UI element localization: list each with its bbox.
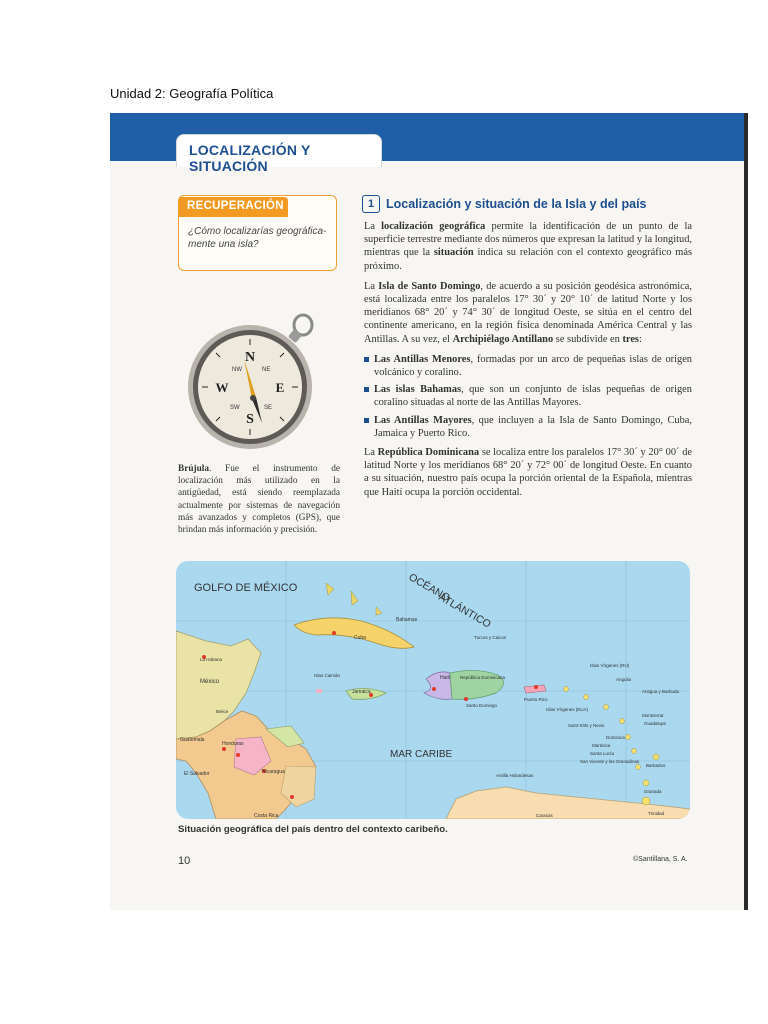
map-label-trinidad: Trinidad — [648, 811, 665, 816]
map-label-turcos: Turcos y Caicos — [474, 635, 507, 640]
text-run: se localiza entre los paralelos 17° 30´ y 20° 00´ de latitud Norte y los meridianos 68° 20´ y 72° 00´ de longitud Oeste. En cuanto a su situación, nuestro país ocupa la porción oriental de la Española, mientras que Haití ocupa la porción occidental. — [364, 447, 692, 498]
map-label-islas-virgenes-ru: Islas Vírgenes (RU) — [590, 663, 630, 668]
map-label-costa-rica: Costa Rica — [254, 813, 279, 819]
text-run: : — [638, 333, 642, 345]
map-label-jamaica: Jamaica — [352, 689, 371, 695]
map-label-cuba: Cuba — [354, 635, 366, 641]
text-run: , que incluyen a la Isla de Santo Domingo, Cuba, Jamaica y Puerto Rico. — [374, 414, 692, 439]
section-banner — [176, 134, 382, 174]
section-title: Localización y situación de la Isla y del país — [386, 197, 647, 211]
text-run: La — [364, 280, 379, 292]
compass-caption — [178, 463, 340, 536]
map-label-belice: Belice — [216, 709, 229, 714]
bold-term: República Dominicana — [377, 447, 480, 459]
map-label-guadalupe: Guadalupe — [644, 721, 667, 726]
svg-text:W: W — [215, 380, 229, 395]
text-run: , formadas por un arco de pequeñas islas de origen volcánico y coralino. — [374, 353, 692, 379]
antillas-list — [364, 353, 692, 440]
svg-text:NW: NW — [232, 367, 242, 373]
map-label-mar-caribe: MAR CARIBE — [390, 749, 453, 760]
recuperacion-label: RECUPERACIÓN — [187, 200, 284, 212]
svg-text:E: E — [275, 380, 285, 395]
map-label-bahamas: Bahamas — [396, 617, 418, 623]
map-label-atlantico: ATLÁNTICO — [436, 591, 493, 631]
bold-term: Las Antillas Menores — [374, 353, 471, 365]
caribbean-map — [176, 561, 690, 819]
map-label-montserrat: Montserrat — [642, 713, 664, 718]
compass-caption-text: . Fue el instrumento de localización más utilizado en la antigüedad, está siendo reemplazada actualmente por sistemas de navegación más avanzados y completos (GPS), que brindan más información y precisión. — [178, 464, 340, 536]
map-label-caiman: Islas Caimán — [314, 673, 341, 678]
svg-text:N: N — [244, 350, 256, 365]
svg-text:SW: SW — [230, 405, 240, 411]
text-run: La — [364, 447, 378, 459]
map-label-santo-domingo: Santo Domingo — [466, 703, 498, 708]
bold-term: Las islas Bahamas — [374, 384, 462, 396]
map-label-oceano: OCÉANO — [406, 571, 452, 605]
svg-text:SE: SE — [264, 405, 273, 411]
svg-text:S: S — [246, 412, 254, 427]
recuperacion-question: ¿Cómo localizarías geográfica-mente una isla? — [188, 226, 327, 250]
page-number: 10 — [178, 855, 191, 867]
text-run: permite la identificación de un punto de la superficie terrestre mediante dos números que expresan la latitud y la longitud, mientras que la — [364, 221, 693, 259]
text-run: , que son un conjunto de islas pequeñas de origen coralino situadas al norte de las Antillas Mayores. — [374, 384, 692, 409]
map-label-granada: Granada — [644, 789, 662, 794]
paragraph-republica — [364, 446, 692, 499]
map-label-dominica: Dominica — [606, 735, 625, 740]
bold-term: situación — [433, 247, 474, 259]
map-label-nicaragua: Nicaragua — [262, 769, 285, 775]
recuperacion-label-box — [178, 197, 288, 217]
map-label-barbados: Barbados — [646, 763, 666, 768]
paragraph-isla — [364, 280, 692, 346]
map-label-republica-dominicana: República Dominicana — [460, 675, 506, 680]
paragraph-localizacion — [364, 220, 692, 273]
text-run: indica su relación con el contexto geográfico más próximo. — [364, 247, 692, 272]
bold-term: localización geográfica — [381, 221, 486, 232]
body-text — [364, 220, 692, 506]
document-header: Unidad 2: Geografía Política — [110, 86, 274, 101]
bold-term: Archipiélago Antillano — [452, 333, 554, 345]
list-item — [364, 353, 692, 379]
section-number: 1 — [362, 195, 380, 213]
text-run: se subdivide en — [553, 333, 623, 345]
map-label-santa-lucia: Santa Lucía — [590, 751, 615, 756]
bold-term: tres — [622, 333, 639, 345]
text-run: La — [364, 221, 382, 232]
map-label-saint-kitts: Saint Kitts y Nevis — [568, 723, 605, 728]
map-label-antillas-holandesas: Antilla Holandesas — [496, 773, 534, 778]
map-label-martinica: Martinica — [592, 743, 611, 748]
map-label-anguila: Anguila — [616, 677, 632, 682]
section-banner-text: LOCALIZACIÓN Y SITUACIÓN — [189, 142, 311, 174]
map-label-caracas: Caracas — [536, 813, 553, 818]
map-label-guatemala: Guatemala — [180, 737, 205, 743]
map-label-puerto-rico: Puerto Rico — [524, 697, 548, 702]
svg-text:NE: NE — [262, 367, 271, 373]
map-label-haiti: Haití — [440, 675, 451, 681]
map-label-honduras: Honduras — [222, 741, 244, 747]
compass-caption-bold: Brújula — [178, 464, 209, 474]
map-label-golfo: GOLFO DE MÉXICO — [194, 582, 298, 594]
map-label-el-salvador: El Salvador — [184, 771, 210, 777]
copyright: ©Santillana, S. A. — [633, 856, 688, 863]
compass-image — [186, 303, 314, 451]
scanned-page — [110, 113, 746, 910]
bold-term: Las Antillas Mayores — [374, 414, 472, 426]
list-item — [364, 414, 692, 440]
scan-right-edge — [744, 113, 748, 910]
map-label-antigua: Antigua y Barbuda — [642, 689, 680, 694]
bold-term: Isla de Santo Domingo — [378, 280, 481, 292]
map-label-lahabana: La Habana — [200, 657, 223, 662]
map-label-islas-virgenes-eua: Islas Vírgenes (EUA) — [546, 707, 589, 712]
text-run: , de acuerdo a su posición geodésica astronómica, está localizada entre los paralelos 17° 30´ y 20° 10´ de latitud Norte y los meridianos 68° 20´ y 74° 30´ de longitud Oeste, se sitúa en el centro del continente americano, en la región física denominada América Central y las Antillas. A su vez, el — [364, 280, 692, 345]
map-label-mexico: México — [200, 679, 220, 685]
map-label-san-vicente: San Vicente y las Granadinas — [580, 759, 640, 764]
map-caption: Situación geográfica del país dentro del contexto caribeño. — [178, 824, 448, 835]
list-item — [364, 383, 692, 409]
